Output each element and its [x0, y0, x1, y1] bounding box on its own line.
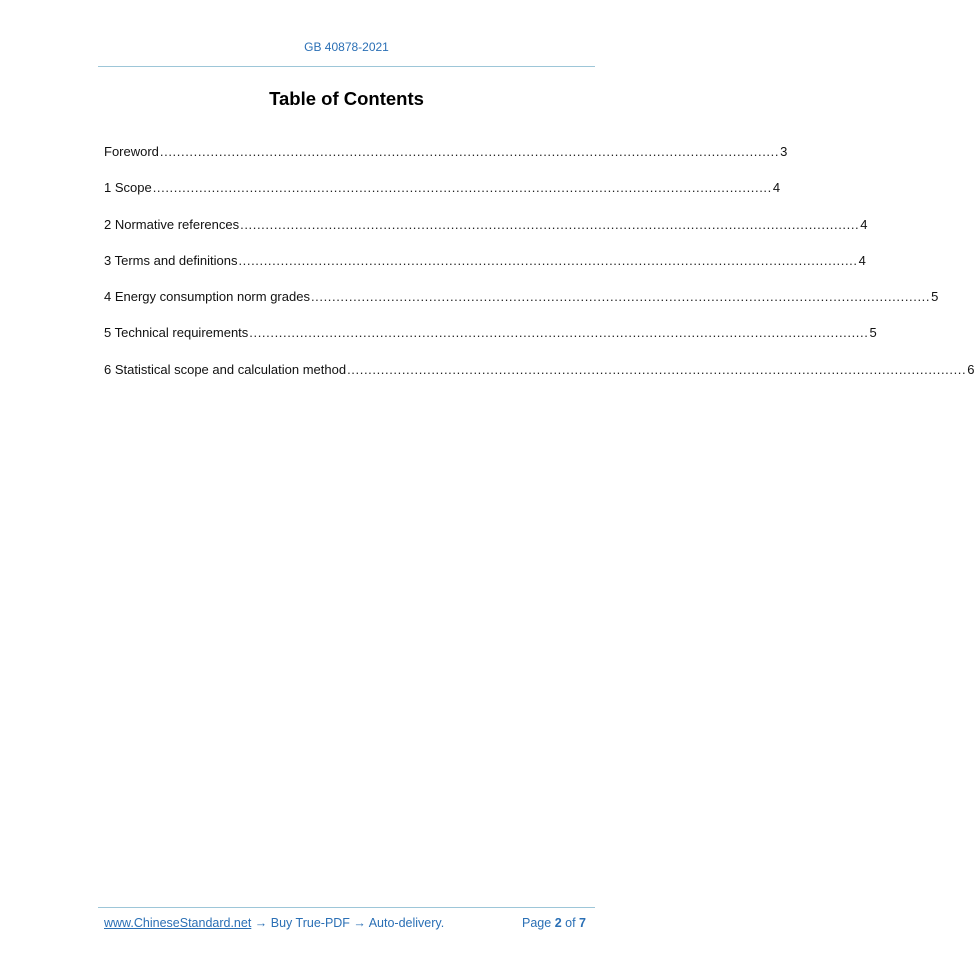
- page-of-label: of: [565, 916, 576, 930]
- page-current: 2: [554, 916, 562, 930]
- toc-list: [104, 144, 974, 398]
- toc-entry-label: 3 Terms and definitions: [104, 252, 238, 268]
- toc-leader-dots: ...................................................................................................................................................: [240, 216, 860, 232]
- toc-entry-page: 4: [858, 252, 866, 268]
- toc-entry-terms-definitions[interactable]: [104, 252, 866, 289]
- toc-entry-label: 1 Scope: [104, 180, 152, 196]
- toc-entry-label: 2 Normative references: [104, 216, 240, 232]
- toc-leader-dots: ...................................................................................................................................................: [152, 180, 772, 196]
- toc-entry-page: 6: [967, 361, 974, 377]
- toc-entry-scope[interactable]: [104, 180, 781, 216]
- toc-entry-foreword[interactable]: [104, 144, 788, 180]
- page-total: 7: [579, 916, 586, 930]
- toc-leader-dots: ...................................................................................................................................................: [310, 289, 931, 305]
- toc-entry-technical-requirements[interactable]: [104, 325, 877, 361]
- toc-entry-page: 4: [772, 180, 781, 196]
- toc-leader-dots: ...................................................................................................................................................: [159, 144, 780, 159]
- header-divider: [98, 66, 595, 67]
- toc-entry-page: 5: [931, 289, 939, 305]
- toc-entry-label: 5 Technical requirements: [104, 325, 249, 341]
- toc-entry-label: 6 Statistical scope and calculation method: [104, 361, 347, 377]
- toc-entry-label: 4 Energy consumption norm grades: [104, 289, 310, 305]
- page-footer: [104, 916, 586, 930]
- page-label: Page: [522, 916, 552, 930]
- document-code: GB 40878-2021: [304, 40, 389, 54]
- toc-leader-dots: ...................................................................................................................................................: [249, 325, 869, 341]
- page-title: Table of Contents: [269, 88, 424, 109]
- toc-entry-normative-references[interactable]: [104, 216, 868, 253]
- toc-entry-statistical-scope[interactable]: [104, 361, 974, 398]
- toc-leader-dots: ...................................................................................................................................................: [347, 361, 967, 377]
- toc-entry-page: 4: [860, 216, 868, 232]
- toc-entry-page: 5: [869, 325, 877, 341]
- footer-tagline: → Buy True-PDF → Auto-delivery.: [251, 916, 445, 930]
- website-link[interactable]: www.ChineseStandard.net: [104, 916, 252, 930]
- toc-leader-dots: ...................................................................................................................................................: [238, 252, 858, 268]
- page-indicator: [522, 916, 586, 930]
- footer-promo: [104, 916, 444, 930]
- toc-entry-label: Foreword: [104, 144, 159, 159]
- toc-entry-energy-norm-grades[interactable]: [104, 289, 939, 325]
- toc-entry-page: 3: [780, 144, 788, 159]
- footer-divider: [98, 907, 595, 908]
